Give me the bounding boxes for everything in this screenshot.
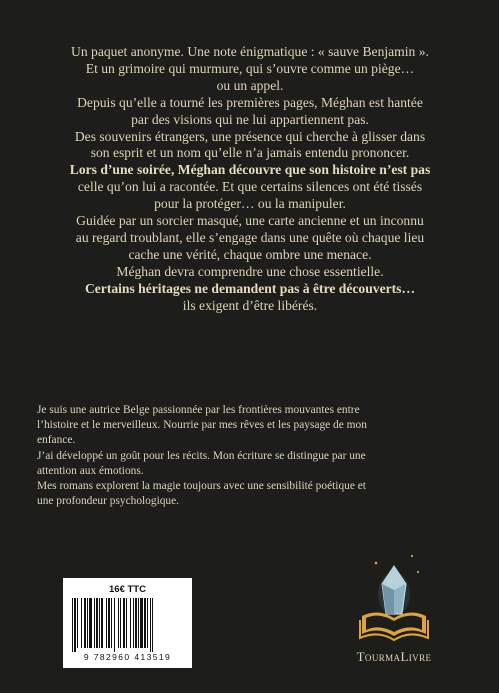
barcode-bar <box>140 598 143 648</box>
barcode-bar <box>135 598 137 648</box>
barcode-bar <box>108 598 110 648</box>
blurb-line: ou un appel. <box>216 77 284 93</box>
barcode-bar <box>74 598 76 652</box>
barcode-bar <box>72 598 73 652</box>
price-text: 16€ TTC <box>109 584 146 595</box>
blurb-line: Certains héritages ne demandent pas à être découverts… <box>84 280 416 296</box>
bio-line: J’ai développé un goût pour les récits. Mon écriture se distingue par une <box>37 449 366 462</box>
barcode-bar <box>114 598 115 652</box>
blurb-line: par des visions qui ne lui appartiennent pas. <box>131 111 369 127</box>
star-icon <box>375 562 378 565</box>
bio-line: Mes romans explorent la magie toujours avec une sensibilité poétique et <box>37 480 366 493</box>
barcode-bar <box>106 598 107 648</box>
back-cover-blurb <box>50 44 450 315</box>
barcode-bar <box>152 598 153 652</box>
bio-line: l’histoire et le merveilleux. Nourrie par mes rêves et les paysage de mon <box>37 419 367 432</box>
barcode-bar <box>87 598 88 648</box>
barcode-bar <box>144 598 146 648</box>
publisher-name: TourmaLivre <box>356 649 432 664</box>
blurb-line: Guidée par un sorcier masqué, une carte ancienne et un inconnu <box>76 213 424 229</box>
bio-line: enfance. <box>37 434 76 447</box>
blurb-line: Depuis qu’elle a tourné les premières pages, Méghan est hantée <box>77 94 423 110</box>
barcode-bar <box>118 598 119 648</box>
barcode-bar <box>81 598 82 648</box>
barcode-bar <box>150 598 151 652</box>
blurb-line: ils exigent d’être libérés. <box>182 297 318 313</box>
barcode-bar <box>77 598 78 648</box>
blurb-line: Lors d’une soirée, Méghan découvre que son histoire n’est pas <box>69 162 431 178</box>
barcode-bar <box>126 598 127 648</box>
barcode-bar <box>84 598 86 648</box>
barcode-bar <box>89 598 92 648</box>
barcode-bar <box>99 598 100 648</box>
blurb-line: pour la protéger… ou la manipuler. <box>154 196 346 212</box>
blurb-line: celle qu’on lui a racontée. Et que certains silences ont été tissés <box>77 179 423 195</box>
blurb-line: Un paquet anonyme. Une note énigmatique : « sauve Benjamin ». <box>71 44 429 59</box>
barcode-bar <box>147 598 148 648</box>
bio-line: une profondeur psychologique. <box>37 495 180 508</box>
author-bio <box>37 403 467 509</box>
blurb-line: au regard troublant, elle s’engage dans une quête où chaque lieu <box>75 229 425 245</box>
star-icon <box>417 571 419 573</box>
barcode-bar <box>94 598 95 648</box>
star-icon <box>411 555 413 557</box>
barcode-bar <box>133 598 134 648</box>
barcode-bar <box>123 598 125 648</box>
blurb-line: Et un grimoire qui murmure, qui s’ouvre comme un piège… <box>85 60 415 76</box>
barcode-bar <box>96 598 98 648</box>
crystal-book-icon <box>352 550 436 648</box>
blurb-line: Méghan devra comprendre une chose essentielle. <box>116 263 384 279</box>
bio-line: Je suis une autrice Belge passionnée par les frontières mouvantes entre <box>37 404 360 416</box>
barcode-icon <box>72 598 183 652</box>
isbn-number: 9 782960 413519 <box>83 652 172 662</box>
barcode-bar <box>101 598 103 648</box>
barcode-bar <box>120 598 121 648</box>
blurb-line: cache une vérité, chaque ombre une menace. <box>128 246 372 262</box>
barcode-bar <box>111 598 112 648</box>
blurb-line: son esprit et un nom qu’elle n’a jamais entendu prononcer. <box>90 145 410 161</box>
barcode-label <box>63 578 192 668</box>
barcode-bar <box>138 598 139 648</box>
barcode-bar <box>130 598 131 648</box>
bio-line: attention aux émotions. <box>37 464 144 477</box>
blurb-line: Des souvenirs étrangers, une présence qui cherche à glisser dans <box>74 128 426 144</box>
